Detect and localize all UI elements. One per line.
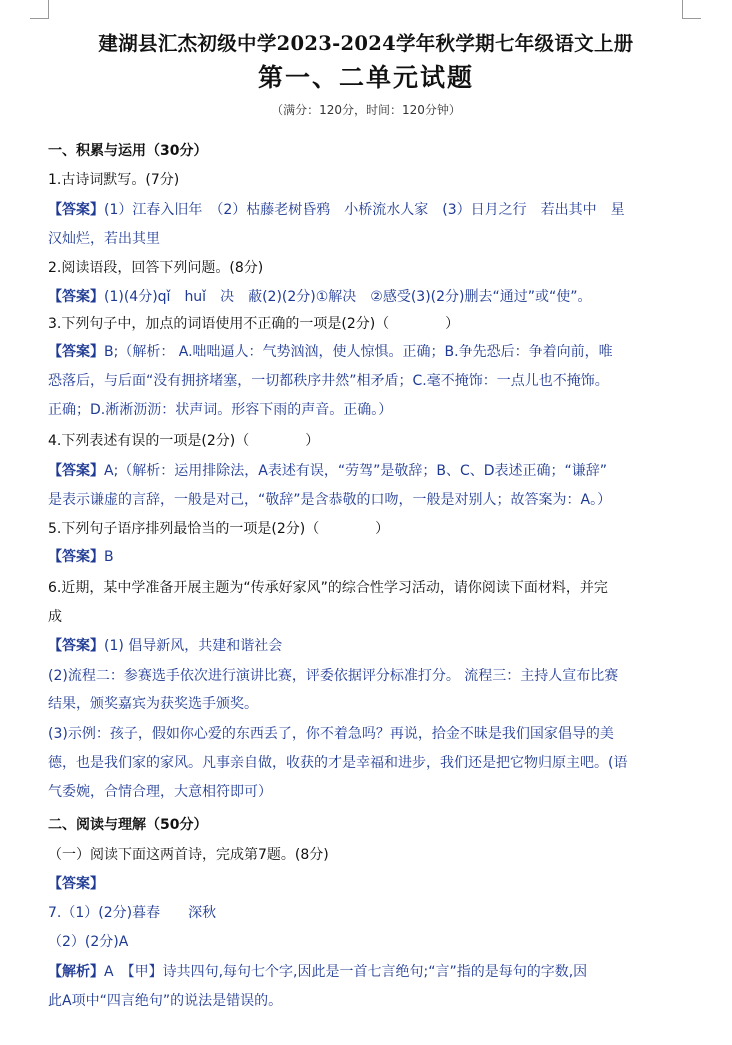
answer-tag: 【答案】 xyxy=(48,344,104,360)
answer-tag: 【解析】 xyxy=(48,964,104,980)
answer-text: (1)(4分)qǐ huǐ 决 蔽(2)(2分)①解决 ②感受(3)(2分)删去“通过”或“使”。 xyxy=(104,289,592,305)
question-line: 1.古诗词默写。(7分) xyxy=(48,172,180,188)
document-subtitle: 第一、二单元试题 xyxy=(257,63,474,92)
answer-line xyxy=(48,874,688,894)
question-line: 6.近期，某中学准备开展主题为“传承好家风”的综合性学习活动，请你阅读下面材料，并完 xyxy=(48,580,608,596)
answer-tag: 【答案】 xyxy=(48,638,104,654)
answer-tag: 【答案】 xyxy=(48,202,104,218)
answer-tag: 【答案】 xyxy=(48,549,104,565)
question-line: （一）阅读下面这两首诗，完成第7题。(8分) xyxy=(48,847,329,863)
answer-line: 恐落后，与后面“没有拥挤堵塞，一切都秩序井然”相矛盾；C.毫不掩饰：一点儿也不掩饰。 xyxy=(48,373,609,389)
answer-line xyxy=(48,342,688,362)
answer-text: B xyxy=(104,549,114,565)
answer-line: (3)示例：孩子，假如你心爱的东西丢了，你不着急吗？再说，拾金不昧是我们国家倡导的美 xyxy=(48,726,614,742)
crop-mark-left xyxy=(30,0,49,19)
answer-line: （2）(2分)A xyxy=(48,934,129,950)
answer-text: A 【甲】诗共四句,每句七个字,因此是一首七言绝句;“言”指的是每句的字数,因 xyxy=(104,964,588,980)
answer-line xyxy=(48,636,688,656)
answer-line xyxy=(48,547,688,567)
answer-line: 是表示谦虚的言辞，一般是对己，“敬辞”是含恭敬的口吻，一般是对别人；故答案为：A。） xyxy=(48,492,612,508)
answer-line: 气委婉，合情合理，大意相符即可） xyxy=(48,784,272,800)
answer-line: 7.（1）(2分)暮春 深秋 xyxy=(48,905,217,921)
answer-line xyxy=(48,461,688,481)
answer-text: A;（解析：运用排除法，A表述有误，“劳驾”是敬辞；B、C、D表述正确；“谦辞” xyxy=(104,463,608,479)
answer-line xyxy=(48,200,688,220)
answer-tag: 【答案】 xyxy=(48,289,104,305)
question-line: 3.下列句子中，加点的词语使用不正确的一项是(2分)（ ） xyxy=(48,316,460,332)
answer-text: (1) 倡导新风，共建和谐社会 xyxy=(104,638,283,654)
answer-line: (2)流程二：参赛选手依次进行演讲比赛，评委依据评分标准打分。 流程三：主持人宣布比赛 xyxy=(48,668,619,684)
answer-tag: 【答案】 xyxy=(48,876,104,892)
answer-line: 此A项中“四言绝句”的说法是错误的。 xyxy=(48,993,283,1009)
answer-line xyxy=(48,287,688,307)
question-line: 4.下列表述有误的一项是(2分)（ ） xyxy=(48,433,320,449)
answer-line xyxy=(48,962,688,982)
answer-text: B;（解析： A.咄咄逼人：气势汹汹，使人惊惧。正确；B.争先恐后：争着向前，唯 xyxy=(104,344,613,360)
answer-line: 结果，颁奖嘉宾为获奖选手颁奖。 xyxy=(48,696,258,712)
crop-mark-right xyxy=(682,0,701,19)
question-line: 2.阅读语段，回答下列问题。(8分) xyxy=(48,260,264,276)
answer-text: (1）江春入旧年 （2）枯藤老树昏鸦 小桥流水人家 (3）日月之行 若出其中 星 xyxy=(104,202,625,218)
section-heading: 一、积累与运用（30分） xyxy=(48,143,208,159)
section-heading: 二、阅读与理解（50分） xyxy=(48,817,208,833)
score-time-info: （满分：120分，时间：120分钟） xyxy=(271,103,461,117)
question-line: 5.下列句子语序排列最恰当的一项是(2分)（ ） xyxy=(48,521,390,537)
answer-line: 汉灿烂，若出其里 xyxy=(48,231,160,247)
answer-tag: 【答案】 xyxy=(48,463,104,479)
answer-line: 正确；D.淅淅沥沥：状声词。形容下雨的声音。正确。） xyxy=(48,402,393,418)
answer-line: 德，也是我们家的家风。凡事亲自做，收获的才是幸福和进步，我们还是把它物归原主吧。(语 xyxy=(48,755,628,771)
document-title: 建湖县汇杰初级中学2023-2024学年秋学期七年级语文上册 xyxy=(98,32,634,55)
question-line: 成 xyxy=(48,609,62,625)
